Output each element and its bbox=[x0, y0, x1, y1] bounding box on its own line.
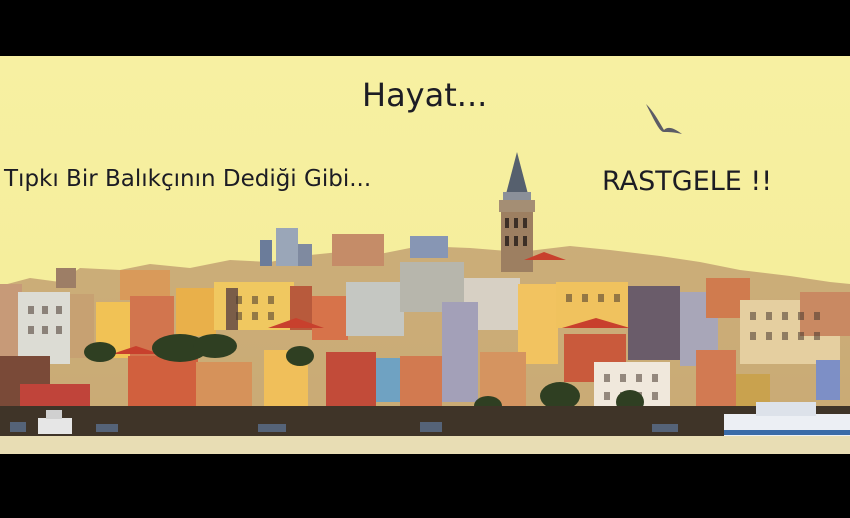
caption-hayat: Hayat... bbox=[362, 76, 488, 114]
seagull-icon bbox=[644, 102, 684, 138]
galata-tower bbox=[499, 152, 535, 272]
caption-fisherman-saying: Tıpkı Bir Balıkçının Dediği Gibi... bbox=[4, 166, 372, 192]
caption-rastgele: RASTGELE !! bbox=[602, 166, 773, 197]
istanbul-skyline bbox=[0, 56, 850, 454]
skyline-photo bbox=[0, 56, 850, 454]
